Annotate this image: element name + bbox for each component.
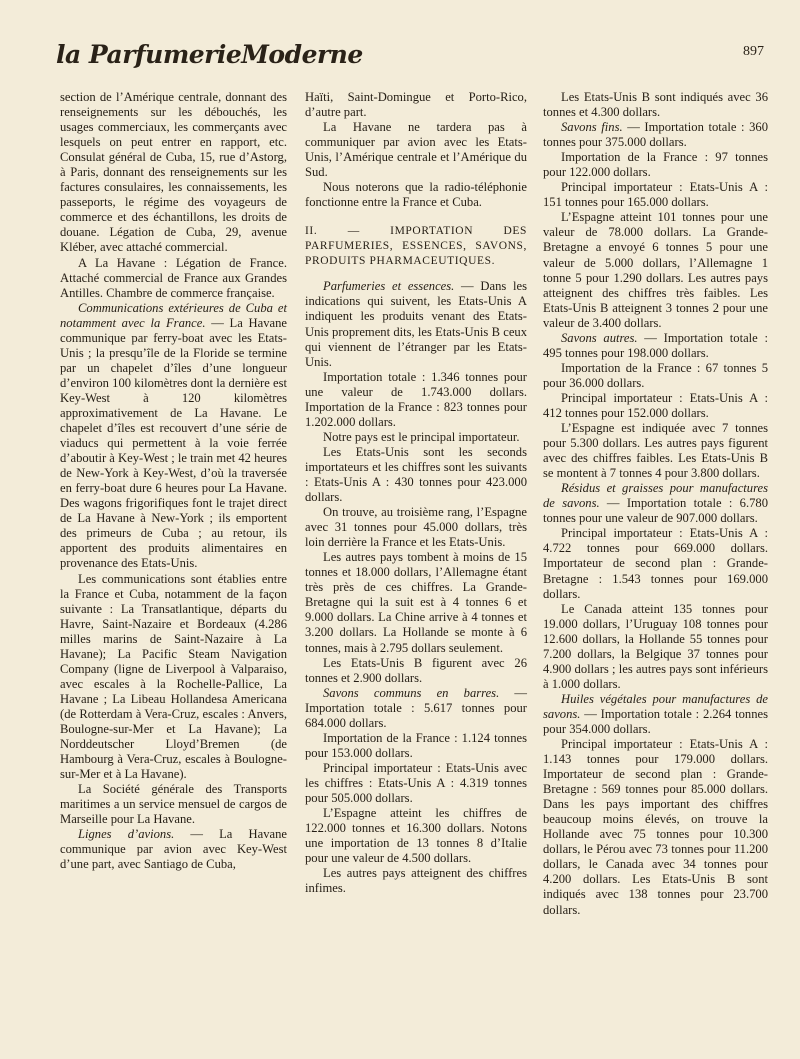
paragraph-body: — La Havane communique par ferry-boat avec les Etats-Unis ; la presqu’île de la Floride se termine par un chapelet d’îles d’une longueur d’environ 100 kilomètres dont la dernière est Key-West à 120 kilomètres approximativement de La Havane. Le chapelet d’îles est recouvert d’une série de viaducs qui permettent à la voie ferrée d’aboutir à Key-West ; le train met 42 heures de New-York à Key-West, d’où la traversée en ferry-boat dure 6 heures pour La Havane. Des wagons frigorifiques font le trajet direct de La Havane à New-York ; ils emportent des primeurs de Cuba ; au retour, ils apportent des produits alimentaires en provenance des Etats-Unis.	[60, 315, 287, 571]
paragraph: Importation de la France : 1.124 tonnes pour 153.000 dollars.	[305, 730, 527, 760]
paragraph	[60, 301, 287, 572]
paragraph-lead: Savons autres.	[561, 330, 638, 345]
paragraph-body: — Importation totale : 6.780 tonnes pour une valeur de 907.000 dollars.	[543, 496, 768, 526]
paragraph: Les communications sont établies entre la France et Cuba, notamment de la façon suivante : La Transatlantique, départs du Havre, Saint-Nazaire et Bordeaux (4.286 milles marins de Saint-Nazaire à La Havane); La Pacific Steam Navigation Company (ligne de Liverpool à Valparaiso, avec escales à la Rochelle-Pallice, La Havane ; La Libeau Hollandesa Americana (de Rotterdam à Vera-Cruz, escales : Anvers, Boulogne-sur-Mer et La Havane); La Norddeutscher Lloyd’Bremen (de Hambourg à Vera-Cruz, escales à Boulogne-sur-Mer et à La Havane).	[60, 571, 287, 782]
paragraph-body: — La Havane communique par avion avec Key-West d’une part, avec Santiago de Cuba,	[60, 827, 287, 872]
paragraph-lead: Lignes d’avions.	[78, 827, 175, 842]
paragraph	[543, 120, 768, 150]
paragraph: Nous noterons que la radio-téléphonie fonctionne entre la France et Cuba.	[305, 180, 527, 210]
paragraph: A La Havane : Légation de France. Attaché commercial de France aux Grandes Antilles. Chambre de commerce française.	[60, 255, 287, 300]
text-column-3	[543, 90, 768, 918]
paragraph	[305, 686, 527, 731]
paragraph: La Société générale des Transports maritimes a un service mensuel de cargos de Marseille pour La Havane.	[60, 782, 287, 827]
paragraph: section de l’Amérique centrale, donnant des renseignements sur les débouchés, les usages commerciaux, les commerçants avec lesquels on peut entrer en rapport, etc. Consulat général de Cuba, 15, rue d’Astorg, à Paris, donnant des renseignements sur les factures consulaires, les connaissements, les passeports, le régime des voyageurs de commerce et des échantillons, les droits de douane. Légation de Cuba, 29, avenue Kléber, avec attaché commercial.	[60, 90, 287, 255]
paragraph	[60, 827, 287, 872]
paragraph-lead: Savons fins.	[561, 120, 623, 135]
paragraph-body: — Importation totale : 495 tonnes pour 198.000 dollars.	[543, 330, 768, 360]
paragraph: Principal importateur : Etats-Unis A : 151 tonnes pour 165.000 dollars.	[543, 180, 768, 210]
text-column-2	[305, 90, 527, 896]
paragraph	[543, 692, 768, 737]
paragraph-lead: Communications extérieures de Cuba et notamment avec la France.	[60, 300, 287, 330]
paragraph	[543, 331, 768, 361]
paragraph: On trouve, au troisième rang, l’Espagne avec 31 tonnes pour 45.000 dollars, très loin derrière la France et les Etats-Unis.	[305, 505, 527, 550]
paragraph-lead: Résidus et graisses pour manufactures de savons.	[543, 481, 768, 511]
paragraph: Les Etats-Unis sont les seconds importateurs et les chiffres sont les suivants : Etats-Unis A : 430 tonnes pour 423.000 dollars.	[305, 444, 527, 505]
paragraph: Les Etats-Unis B figurent avec 26 tonnes et 2.900 dollars.	[305, 655, 527, 685]
paragraph-lead: Savons communs en barres.	[323, 685, 500, 700]
paragraph: Le Canada atteint 135 tonnes pour 19.000 dollars, l’Uruguay 108 tonnes pour 12.600 dollars, la Hollande 55 tonnes pour 7.200 dollars, la Belgique 37 tonnes pour 4.900 dollars ; les autres pays sont inférieurs à 1.000 dollars.	[543, 601, 768, 691]
paragraph: Les autres pays atteignent des chiffres infimes.	[305, 866, 527, 896]
paragraph: Les autres pays tombent à moins de 15 tonnes et 18.000 dollars, l’Allemagne étant très près de ces chiffres. La Grande-Bretagne qui la suit est à 4 tonnes 6 et 9.000 dollars. La Chine arrive à 4 tonnes et 3.200 dollars. La Hollande se monte à 6 tonnes, mais à 2.795 dollars seulement.	[305, 550, 527, 655]
paragraph-lead: Huiles végétales pour manufactures de savons.	[543, 691, 768, 721]
paragraph: Les Etats-Unis B sont indiqués avec 36 tonnes et 4.300 dollars.	[543, 90, 768, 120]
paragraph: Principal importateur : Etats-Unis A : 1.143 tonnes pour 179.000 dollars. Importateur de second plan : Grande-Bretagne : 569 tonnes pour 85.000 dollars. Dans les pays important des chiffres beaucoup moins élevés, on trouve la Hollande avec 75 tonnes pour 10.300 dollars, le Pérou avec 73 tonnes pour 11.200 dollars, le Canada avec 34 tonnes pour 4.200 dollars. Les Etats-Unis B sont indiqués avec 138 tonnes pour 23.700 dollars.	[543, 737, 768, 917]
paragraph: Principal importateur : Etats-Unis avec les chiffres : Etats-Unis A : 4.319 tonnes pour 505.000 dollars.	[305, 760, 527, 805]
paragraph: Principal importateur : Etats-Unis A : 412 tonnes pour 152.000 dollars.	[543, 390, 768, 420]
paragraph: Notre pays est le principal importateur.	[323, 429, 520, 444]
paragraph: Haïti, Saint-Domingue et Porto-Rico, d’autre part.	[305, 90, 527, 120]
paragraph: Principal importateur : Etats-Unis A : 4.722 tonnes pour 669.000 dollars. Importateur de second plan : Grande-Bretagne : 1.543 tonnes pour 169.000 dollars.	[543, 526, 768, 601]
paragraph-body: — Dans les indications qui suivent, les Etats-Unis A indiquent les produits venant des Etats-Unis proprement dits, les Etats-Unis B ceux qui viennent de l’étranger par les Etats-Unis.	[305, 279, 527, 369]
paragraph: Importation de la France : 97 tonnes pour 122.000 dollars.	[543, 150, 768, 180]
page-number: 897	[743, 44, 764, 59]
paragraph: Importation de la France : 67 tonnes 5 pour 36.000 dollars.	[543, 360, 768, 390]
paragraph-lead: Parfumeries et essences.	[323, 279, 455, 294]
paragraph: L’Espagne est indiquée avec 7 tonnes pour 5.300 dollars. Les autres pays figurent avec des chiffres faibles. Les Etats-Unis B se montent à 7 tonnes 4 pour 3.800 dollars.	[543, 421, 768, 481]
paragraph-body: — Importation totale : 360 tonnes pour 375.000 dollars.	[543, 120, 769, 150]
paragraph	[543, 481, 768, 526]
paragraph: L’Espagne atteint les chiffres de 122.000 tonnes et 16.300 dollars. Notons une importation de 13 tonnes 8 d’Italie pour une valeur de 4.500 dollars.	[305, 806, 527, 866]
paragraph-body: — Importation totale : 2.264 tonnes pour 354.000 dollars.	[543, 706, 768, 736]
paragraph	[305, 279, 527, 369]
text-column-1	[60, 90, 287, 872]
paragraph-body: — Importation totale : 5.617 tonnes pour 684.000 dollars.	[305, 685, 527, 730]
paragraph: L’Espagne atteint 101 tonnes pour une valeur de 78.000 dollars. La Grande-Bretagne a envoyé 6 tonnes 5 pour une valeur de 5.000 dollars, l’Allemagne 1 tonne 5 pour 1.290 dollars. Les autres pays atteignent des chiffres très faibles. Les Etats-Unis B atteignent 3 tonnes 2 pour une valeur de 3.400 dollars.	[543, 210, 768, 330]
paragraph: Importation totale : 1.346 tonnes pour une valeur de 1.743.000 dollars. Importation de la France : 823 tonnes pour 1.202.000 dollars.	[305, 369, 527, 429]
paragraph: La Havane ne tardera pas à communiquer par avion avec les Etats-Unis, l’Amérique centrale et l’Amérique du Sud.	[305, 120, 527, 180]
section-heading: II. — IMPORTATION DES PARFUMERIES, ESSENCES, SAVONS, PRODUITS PHARMACEUTIQUES.	[305, 225, 527, 268]
masthead-logo: la ParfumerieModerne	[56, 40, 363, 69]
